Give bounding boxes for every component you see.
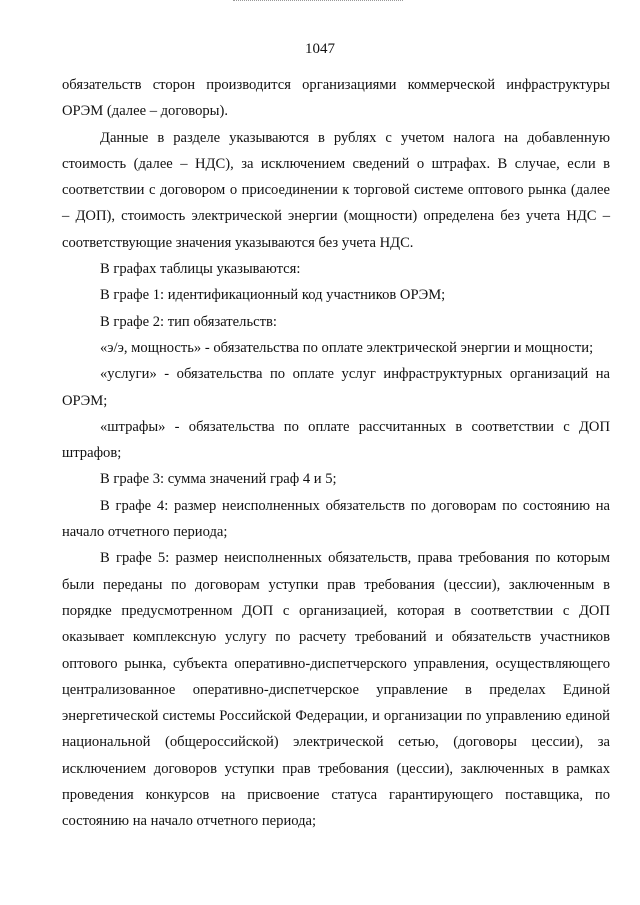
paragraph-column-3: В графе 3: сумма значений граф 4 и 5; (100, 471, 337, 488)
paragraph-column-5: В графе 5: размер неисполненных обязательств, права требования по которым были переданы по договорам уступки прав требования (цессии), заключенным в порядке предусмотренном ДОП с организацией, которая в соответствии с ДОП оказывает комплексную услугу по расчету требований и обязательств участников оптового рынка, субъекта оперативно-диспетчерского управления, осуществляющего централизованное оперативно-диспетчерское управление в пределах Единой энергетической системы Российской Федерации, и организации по управлению единой национальной (общероссийской) электрической сетью, (договоры цессии), за исключением договоров уступки прав требования (цессии), заключенных в рамках проведения конкурсов на присвоение статуса гарантирующего поставщика, по состоянию на начало отчетного периода; (62, 550, 610, 830)
paragraph-type-energy: «э/э, мощность» - обязательства по оплате электрической энергии и мощности; (100, 339, 594, 356)
paragraph-column-1: В графе 1: идентификационный код участников ОРЭМ; (100, 287, 446, 304)
paragraph-column-4: В графе 4: размер неисполненных обязательств по договорам по состоянию на начало отчетного периода; (62, 497, 610, 541)
paragraph-vat-note: Данные в разделе указываются в рублях с учетом налога на добавленную стоимость (далее – НДС), за исключением сведений о штрафах. В случае, если в соответствии с договором о присоединении к торговой системе оптового рынка (далее – ДОП), стоимость электрической энергии (мощности) определена без учета НДС – соответствующие значения указываются без учета НДС. (62, 129, 610, 251)
paragraph-continuation: обязательств сторон производится организациями коммерческой инфраструктуры ОРЭМ (далее – договоры). (62, 77, 610, 120)
paragraph-column-2: В графе 2: тип обязательств: (100, 313, 277, 330)
paragraph-columns-intro: В графах таблицы указываются: (100, 261, 301, 278)
page-number: 1047 (305, 41, 335, 57)
document-body (62, 72, 610, 835)
paragraph-type-penalties: «штрафы» - обязательства по оплате рассчитанных в соответствии с ДОП штрафов; (62, 418, 610, 462)
paragraph-type-services: «услуги» - обязательства по оплате услуг инфраструктурных организаций на ОРЭМ; (62, 366, 610, 409)
scan-edge-mark (233, 0, 403, 4)
